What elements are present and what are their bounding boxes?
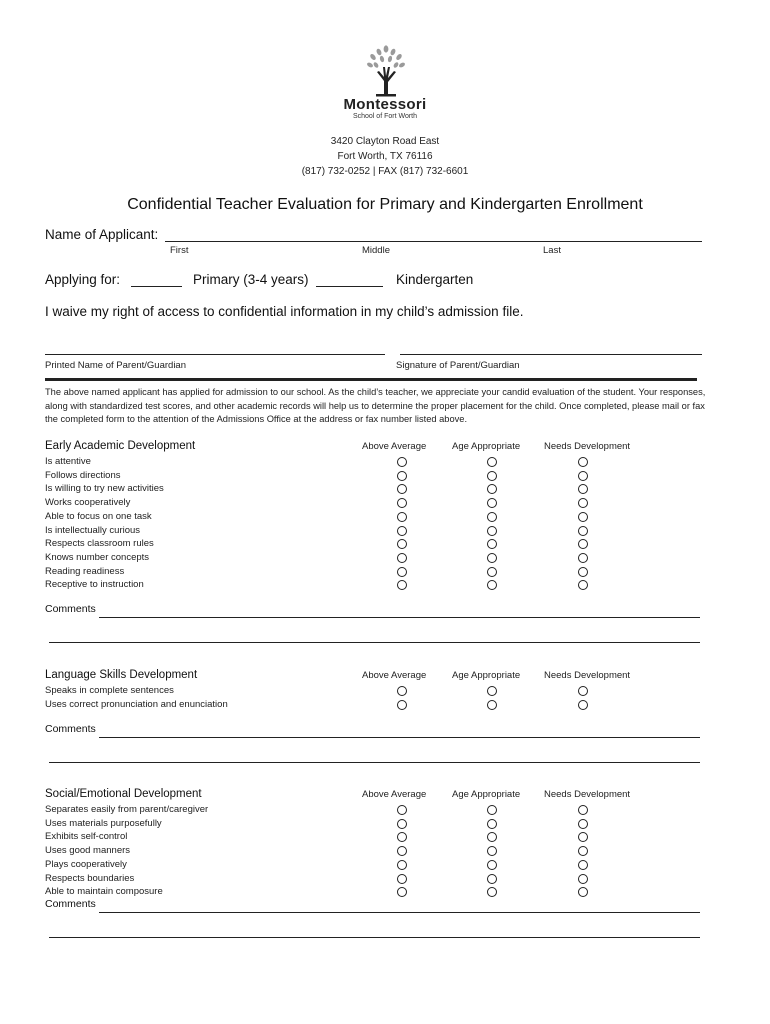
kindergarten-check-field[interactable] <box>316 286 383 287</box>
rating-radio[interactable] <box>578 846 588 856</box>
school-subtitle: School of Fort Worth <box>352 113 418 120</box>
rating-radio[interactable] <box>578 512 588 522</box>
rating-radio[interactable] <box>487 539 497 549</box>
rating-radio[interactable] <box>487 512 497 522</box>
rating-radio[interactable] <box>397 819 407 829</box>
comments-field[interactable] <box>99 737 700 738</box>
rating-radio[interactable] <box>487 567 497 577</box>
rating-radio[interactable] <box>578 580 588 590</box>
rating-radio[interactable] <box>578 700 588 710</box>
rating-radio[interactable] <box>397 457 407 467</box>
criterion-label: Follows directions <box>45 469 121 481</box>
column-header: Age Appropriate <box>452 789 521 800</box>
rating-radio[interactable] <box>487 805 497 815</box>
phone-fax: (817) 732-0252 | FAX (817) 732-6601 <box>301 166 469 177</box>
criterion-label: Receptive to instruction <box>45 579 144 591</box>
printed-name-field[interactable] <box>45 354 385 355</box>
column-header: Needs Development <box>544 670 631 681</box>
rating-radio[interactable] <box>578 553 588 563</box>
rating-radio[interactable] <box>578 457 588 467</box>
criterion-label: Respects classroom rules <box>45 538 154 550</box>
comments-label: Comments <box>45 723 96 735</box>
rating-radio[interactable] <box>397 700 407 710</box>
rating-radio[interactable] <box>397 553 407 563</box>
section-title: Language Skills Development <box>45 669 198 681</box>
rating-radio[interactable] <box>578 860 588 870</box>
rating-radio[interactable] <box>487 846 497 856</box>
rating-radio[interactable] <box>487 819 497 829</box>
section-title: Social/Emotional Development <box>45 788 202 800</box>
comments-label: Comments <box>45 898 96 910</box>
criterion-label: Knows number concepts <box>45 551 150 563</box>
rating-radio[interactable] <box>487 580 497 590</box>
rating-radio[interactable] <box>397 567 407 577</box>
criterion-label: Speaks in complete sentences <box>45 685 174 696</box>
column-header: Above Average <box>362 670 427 681</box>
criterion-label: Reading readiness <box>45 565 125 577</box>
criterion-label: Uses materials purposefully <box>45 817 162 829</box>
rating-radio[interactable] <box>487 484 497 494</box>
rating-radio[interactable] <box>578 805 588 815</box>
primary-option-label: Primary (3-4 years) <box>193 272 309 287</box>
comments-field-continued[interactable] <box>49 642 700 643</box>
rating-radio[interactable] <box>487 700 497 710</box>
rating-radio[interactable] <box>578 874 588 884</box>
rating-radio[interactable] <box>397 580 407 590</box>
criterion-label: Is intellectually curious <box>45 524 141 536</box>
criterion-label: Is attentive <box>45 456 91 467</box>
rating-radio[interactable] <box>578 526 588 536</box>
rating-radio[interactable] <box>578 471 588 481</box>
comments-field-continued[interactable] <box>49 762 700 763</box>
rating-radio[interactable] <box>397 832 407 842</box>
rating-radio[interactable] <box>397 686 407 696</box>
rating-radio[interactable] <box>397 846 407 856</box>
address-line-1: 3420 Clayton Road East <box>330 136 440 147</box>
rating-radio[interactable] <box>487 457 497 467</box>
rating-radio[interactable] <box>397 805 407 815</box>
comments-field[interactable] <box>99 912 700 913</box>
form-title: Confidential Teacher Evaluation for Primary and Kindergarten Enrollment <box>127 196 643 213</box>
criterion-label: Able to maintain composure <box>45 886 163 898</box>
comments-field-continued[interactable] <box>49 937 700 938</box>
rating-radio[interactable] <box>487 526 497 536</box>
kindergarten-option-label: Kindergarten <box>396 272 474 287</box>
school-name: Montessori <box>343 96 427 113</box>
signature-field[interactable] <box>400 354 702 355</box>
rating-radio[interactable] <box>487 498 497 508</box>
rating-radio[interactable] <box>487 686 497 696</box>
applying-for-label: Applying for: <box>45 272 121 287</box>
column-header: Above Average <box>362 441 427 452</box>
criterion-label: Able to focus on one task <box>45 510 152 522</box>
rating-radio[interactable] <box>487 553 497 563</box>
rating-radio[interactable] <box>578 539 588 549</box>
rating-radio[interactable] <box>578 887 588 897</box>
rating-radio[interactable] <box>397 887 407 897</box>
rating-radio[interactable] <box>578 832 588 842</box>
comments-field[interactable] <box>99 617 700 618</box>
rating-radio[interactable] <box>487 874 497 884</box>
printed-name-caption: Printed Name of Parent/Guardian <box>45 360 186 371</box>
rating-radio[interactable] <box>578 484 588 494</box>
rating-radio[interactable] <box>487 832 497 842</box>
column-header: Age Appropriate <box>452 670 521 681</box>
rating-radio[interactable] <box>397 498 407 508</box>
criterion-label: Respects boundaries <box>45 872 135 884</box>
criterion-label: Is willing to try new activities <box>45 483 164 495</box>
rating-radio[interactable] <box>578 819 588 829</box>
rating-radio[interactable] <box>578 498 588 508</box>
primary-check-field[interactable] <box>131 286 182 287</box>
signature-caption: Signature of Parent/Guardian <box>396 360 520 371</box>
section-title: Early Academic Development <box>45 440 196 452</box>
waiver-statement: I waive my right of access to confidential information in my child’s admission file. <box>45 304 524 319</box>
rating-radio[interactable] <box>397 860 407 870</box>
address-line-2: Fort Worth, TX 76116 <box>337 151 433 162</box>
criterion-label: Uses correct pronunciation and enunciation <box>45 698 228 710</box>
rating-radio[interactable] <box>487 887 497 897</box>
criterion-label: Separates easily from parent/caregiver <box>45 804 209 815</box>
first-name-caption: First <box>170 245 189 256</box>
applicant-name-label: Name of Applicant: <box>45 227 159 242</box>
rating-radio[interactable] <box>397 484 407 494</box>
criterion-label: Uses good manners <box>45 845 131 857</box>
rating-radio[interactable] <box>487 471 497 481</box>
criterion-label: Exhibits self-control <box>45 831 128 843</box>
criterion-label: Plays cooperatively <box>45 858 127 870</box>
column-header: Needs Development <box>544 441 631 452</box>
applicant-name-field[interactable] <box>165 241 702 242</box>
rating-radio[interactable] <box>578 567 588 577</box>
rating-radio[interactable] <box>397 471 407 481</box>
comments-label: Comments <box>45 603 96 615</box>
rating-radio[interactable] <box>578 686 588 696</box>
rating-radio[interactable] <box>397 526 407 536</box>
rating-radio[interactable] <box>397 512 407 522</box>
column-header: Age Appropriate <box>452 441 521 452</box>
criterion-label: Works cooperatively <box>45 497 131 509</box>
rating-radio[interactable] <box>487 860 497 870</box>
rating-radio[interactable] <box>397 539 407 549</box>
section-divider <box>45 378 697 381</box>
column-header: Needs Development <box>544 789 631 800</box>
rating-radio[interactable] <box>397 874 407 884</box>
tree-logo-icon <box>366 45 406 97</box>
middle-name-caption: Middle <box>362 245 390 256</box>
intro-paragraph: The above named applicant has applied for admission to our school. As the child’s teacher, we appreciate your candid evaluation of the student. Your responses, along with standardized test scores, and other academic records will help us to determine the proper placement for the child. Once completed, please mail or fax the completed form to the attention of the Admissions Office at the address or fax number listed above. <box>45 387 706 424</box>
column-header: Above Average <box>362 789 427 800</box>
last-name-caption: Last <box>543 245 561 256</box>
